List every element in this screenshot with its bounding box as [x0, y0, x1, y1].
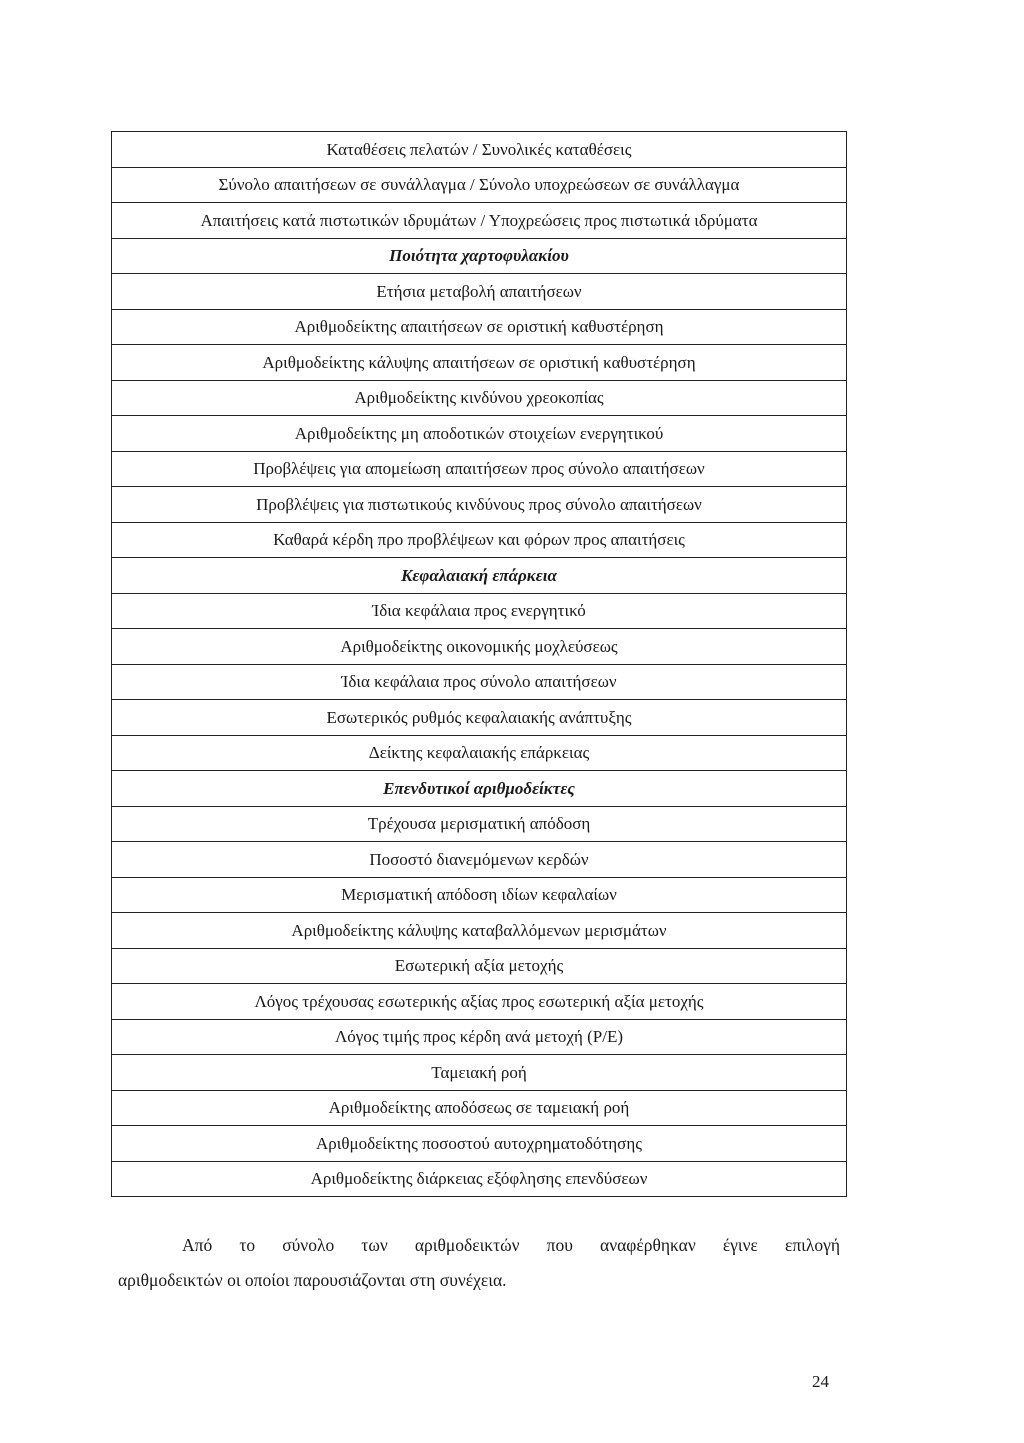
ratio-cell: Απαιτήσεις κατά πιστωτικών ιδρυμάτων / Υποχρεώσεις προς πιστωτικά ιδρύματα [112, 203, 847, 239]
ratio-cell: Αριθμοδείκτης κάλυψης απαιτήσεων σε οριστική καθυστέρηση [112, 345, 847, 381]
ratio-row [112, 522, 847, 558]
ratio-row [112, 629, 847, 665]
ratio-row [112, 877, 847, 913]
ratio-cell: Δείκτης κεφαλαιακής επάρκειας [112, 735, 847, 771]
ratio-row [112, 451, 847, 487]
ratio-cell: Αριθμοδείκτης κάλυψης καταβαλλόμενων μερισμάτων [112, 913, 847, 949]
page-number: 24 [812, 1372, 829, 1391]
ratio-row [112, 1090, 847, 1126]
ratio-table-body [112, 132, 847, 1197]
ratio-row [112, 309, 847, 345]
section-heading-cell: Κεφαλαιακή επάρκεια [112, 558, 847, 594]
ratio-cell: Λόγος τρέχουσας εσωτερικής αξίας προς εσωτερική αξία μετοχής [112, 984, 847, 1020]
ratio-row [112, 487, 847, 523]
paragraph-line-2: αριθμοδεικτών οι οποίοι παρουσιάζονται στη συνέχεια. [118, 1270, 507, 1290]
ratio-row [112, 132, 847, 168]
ratio-row [112, 167, 847, 203]
ratio-row [112, 1055, 847, 1091]
section-heading-row [112, 771, 847, 807]
conclusion-paragraph [118, 1228, 840, 1298]
ratio-cell: Αριθμοδείκτης κινδύνου χρεοκοπίας [112, 380, 847, 416]
ratio-row [112, 948, 847, 984]
ratio-cell: Λόγος τιμής προς κέρδη ανά μετοχή (Ρ/Ε) [112, 1019, 847, 1055]
ratio-cell: Εσωτερικός ρυθμός κεφαλαιακής ανάπτυξης [112, 700, 847, 736]
ratio-row [112, 984, 847, 1020]
ratio-cell: Προβλέψεις για πιστωτικούς κινδύνους προς σύνολο απαιτήσεων [112, 487, 847, 523]
ratio-row [112, 735, 847, 771]
ratio-row [112, 700, 847, 736]
ratio-cell: Καθαρά κέρδη προ προβλέψεων και φόρων προς απαιτήσεις [112, 522, 847, 558]
ratio-cell: Ταμειακή ροή [112, 1055, 847, 1091]
ratio-cell: Εσωτερική αξία μετοχής [112, 948, 847, 984]
ratio-row [112, 593, 847, 629]
ratio-cell: Ίδια κεφάλαια προς σύνολο απαιτήσεων [112, 664, 847, 700]
ratio-cell: Αριθμοδείκτης απαιτήσεων σε οριστική καθυστέρηση [112, 309, 847, 345]
ratio-table [111, 131, 847, 1197]
ratio-cell: Αριθμοδείκτης ποσοστού αυτοχρηματοδότησης [112, 1126, 847, 1162]
paragraph-line-1: Από το σύνολο των αριθμοδεικτών που αναφέρθηκαν έγινε επιλογή [182, 1235, 840, 1255]
ratio-row [112, 1161, 847, 1197]
ratio-row [112, 274, 847, 310]
ratio-row [112, 416, 847, 452]
section-heading-row [112, 558, 847, 594]
ratio-cell: Αριθμοδείκτης διάρκειας εξόφλησης επενδύσεων [112, 1161, 847, 1197]
ratio-cell: Αριθμοδείκτης μη αποδοτικών στοιχείων ενεργητικού [112, 416, 847, 452]
section-heading-row [112, 238, 847, 274]
ratio-row [112, 1019, 847, 1055]
ratio-cell: Ετήσια μεταβολή απαιτήσεων [112, 274, 847, 310]
ratio-cell: Σύνολο απαιτήσεων σε συνάλλαγμα / Σύνολο υποχρεώσεων σε συνάλλαγμα [112, 167, 847, 203]
ratio-cell: Ίδια κεφάλαια προς ενεργητικό [112, 593, 847, 629]
ratio-row [112, 345, 847, 381]
ratio-cell: Ποσοστό διανεμόμενων κερδών [112, 842, 847, 878]
ratio-row [112, 1126, 847, 1162]
ratio-cell: Προβλέψεις για απομείωση απαιτήσεων προς σύνολο απαιτήσεων [112, 451, 847, 487]
ratio-cell: Αριθμοδείκτης αποδόσεως σε ταμειακή ροή [112, 1090, 847, 1126]
ratio-row [112, 203, 847, 239]
ratio-row [112, 806, 847, 842]
ratio-row [112, 913, 847, 949]
ratio-cell: Καταθέσεις πελατών / Συνολικές καταθέσεις [112, 132, 847, 168]
ratio-row [112, 380, 847, 416]
section-heading-cell: Ποιότητα χαρτοφυλακίου [112, 238, 847, 274]
section-heading-cell: Επενδυτικοί αριθμοδείκτες [112, 771, 847, 807]
ratio-cell: Τρέχουσα μερισματική απόδοση [112, 806, 847, 842]
ratio-row [112, 842, 847, 878]
ratio-cell: Μερισματική απόδοση ιδίων κεφαλαίων [112, 877, 847, 913]
ratio-row [112, 664, 847, 700]
ratio-cell: Αριθμοδείκτης οικονομικής μοχλεύσεως [112, 629, 847, 665]
